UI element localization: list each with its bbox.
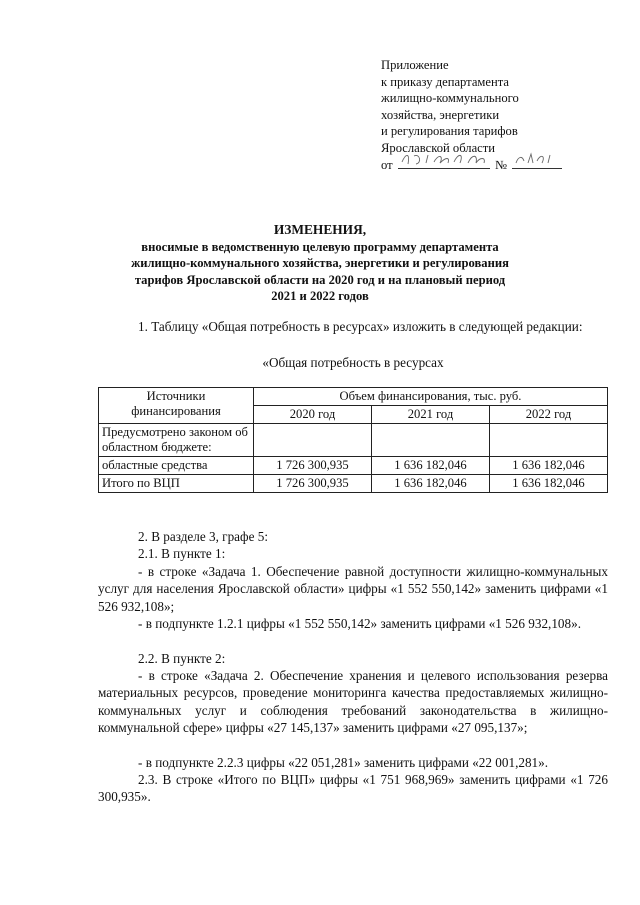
paragraph-2-1: 2.1. В пункте 1: (138, 546, 226, 561)
row-label: областные средства (99, 457, 254, 475)
row-value: 1 636 182,046 (372, 457, 490, 475)
table-row (99, 424, 608, 457)
header-volume: Объем финансирования, тыс. руб. (254, 388, 608, 406)
annex-line: хозяйства, энергетики (381, 107, 500, 122)
row-value: 1 726 300,935 (254, 475, 372, 493)
header-year: 2021 год (372, 406, 490, 424)
resources-table (98, 387, 608, 493)
handwritten-date-icon (398, 151, 490, 167)
row-value: 1 636 182,046 (490, 475, 608, 493)
paragraph-2-1-b: - в подпункте 1.2.1 цифры «1 552 550,142» заменить цифрами «1 526 932,108». (138, 616, 582, 631)
annex-line: к приказу департамента (381, 74, 509, 89)
row-value (490, 424, 608, 457)
header-year: 2022 год (490, 406, 608, 424)
header-source: Источники финансирования (99, 388, 254, 424)
date-field (398, 157, 490, 169)
title-line: вносимые в ведомственную целевую программу департамента (141, 240, 499, 255)
header-year: 2020 год (254, 406, 372, 424)
paragraph-2-2: 2.2. В пункте 2: (138, 651, 226, 666)
table-caption: «Общая потребность в ресурсах (262, 355, 444, 370)
paragraph-2-3: 2.3. В строке «Итого по ВЦП» цифры «1 751 968,969» заменить цифрами «1 726 300,935». (98, 772, 608, 805)
row-label: Предусмотрено законом об областном бюджете: (99, 424, 254, 457)
title-line: 2021 и 2022 годов (271, 288, 369, 303)
title-heading: ИЗМЕНЕНИЯ, (273, 222, 367, 237)
table-row (99, 475, 608, 493)
table-row (99, 457, 608, 475)
paragraph-1: 1. Таблицу «Общая потребность в ресурсах» изложить в следующей редакции: (138, 319, 583, 334)
paragraph-2-2-a: - в строке «Задача 2. Обеспечение хранения и целевого использования резерва материальных ресурсов, проведение мониторинга качества предоставляемых жилищно-коммунальных услуг и соблюдения требований законодательства в жилищно-коммунальной сфере» цифры «27 145,137» заменить цифрами «27 095,137»; (98, 668, 608, 736)
annex-line: Ярославской области (381, 140, 495, 155)
title-line: жилищно-коммунального хозяйства, энергетики и регулирования (131, 256, 509, 271)
paragraph-2: 2. В разделе 3, графе 5: (138, 529, 268, 544)
annex-line: и регулирования тарифов (381, 124, 518, 139)
row-value: 1 636 182,046 (490, 457, 608, 475)
row-value (254, 424, 372, 457)
row-value (372, 424, 490, 457)
handwritten-number-icon (512, 151, 562, 167)
row-value: 1 636 182,046 (372, 475, 490, 493)
row-label: Итого по ВЦП (99, 475, 254, 493)
annex-date-number-line (381, 157, 621, 174)
document-title (95, 222, 545, 304)
number-label: № (494, 157, 507, 172)
from-label: от (381, 157, 393, 172)
row-value: 1 726 300,935 (254, 457, 372, 475)
number-field (512, 157, 562, 169)
paragraph-2-1-a: - в строке «Задача 1. Обеспечение равной доступности жилищно-коммунальных услуг для населения Ярославской области» цифры «1 552 550,142» заменить цифрами «1 526 932,108»; (98, 564, 608, 614)
title-line: тарифов Ярославской области на 2020 год и на плановый период (134, 272, 506, 287)
annex-block (381, 57, 621, 173)
paragraph-2-2-b: - в подпункте 2.2.3 цифры «22 051,281» заменить цифрами «22 001,281». (138, 755, 549, 770)
annex-line: Приложение (381, 58, 449, 72)
annex-line: жилищно-коммунального (381, 91, 519, 106)
